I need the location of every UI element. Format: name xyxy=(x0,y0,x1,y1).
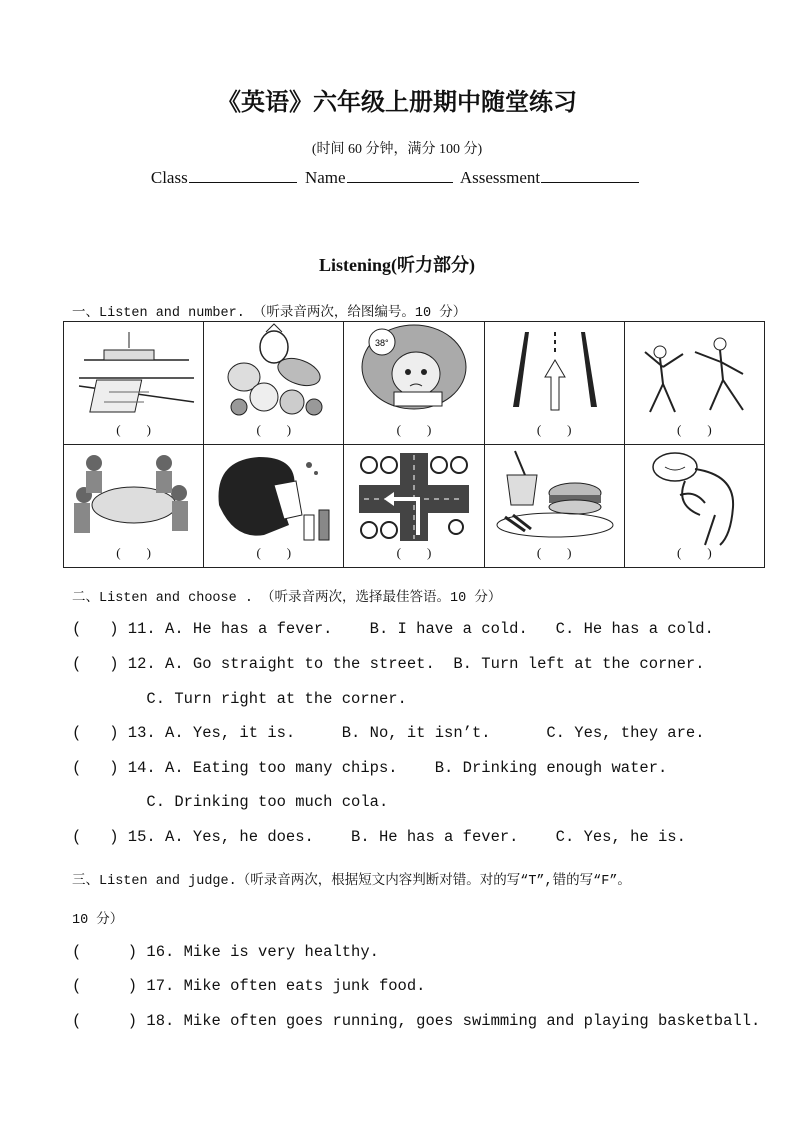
answer-paren-3[interactable]: ( ) xyxy=(396,422,432,437)
section1-heading: 一、Listen and number. （听录音两次，给图编号。10 分） xyxy=(72,306,467,321)
picture-cell-7 xyxy=(204,445,344,568)
assessment-field[interactable] xyxy=(541,166,639,183)
answer-paren-8[interactable]: ( ) xyxy=(396,545,432,560)
question-14: ( ) 14. A. Eating too many chips. B. Drinking enough water. xyxy=(72,759,668,777)
answer-paren-10[interactable]: ( ) xyxy=(677,545,712,560)
class-field[interactable] xyxy=(189,166,297,183)
section3-heading: 三、Listen and judge.（听录音两次，根据短文内容判断对错。对的写“T”,错的写“F”。 xyxy=(72,874,631,889)
question-14-option-c: C. Drinking too much cola. xyxy=(72,793,389,811)
question-15: ( ) 15. A. Yes, he does. B. He has a fever. C. Yes, he is. xyxy=(72,828,686,846)
picture-cell-5 xyxy=(624,322,764,445)
answer-paren-1[interactable]: ( ) xyxy=(116,422,151,437)
picture-cell-1 xyxy=(64,322,204,445)
assessment-label: Assessment xyxy=(459,168,541,187)
class-label: Class xyxy=(150,168,188,187)
picture-cell-4 xyxy=(484,322,624,445)
picture-cell-8 xyxy=(344,445,484,568)
answer-paren-7[interactable]: ( ) xyxy=(256,545,292,560)
answer-paren-2[interactable]: ( ) xyxy=(256,422,292,437)
answer-paren-6[interactable]: ( ) xyxy=(116,545,151,560)
question-17: ( ) 17. Mike often eats junk food. xyxy=(72,977,426,995)
picture-cell-6 xyxy=(64,445,204,568)
question-18: ( ) 18. Mike often goes running, goes swimming and playing basketball. xyxy=(72,1012,761,1030)
answer-paren-9[interactable]: ( ) xyxy=(536,545,572,560)
name-field[interactable] xyxy=(347,166,453,183)
picture-cell-2 xyxy=(204,322,344,445)
answer-paren-5[interactable]: ( ) xyxy=(677,422,712,437)
page-subtitle: (时间 60 分钟，满分 100 分) xyxy=(311,142,483,157)
question-16: ( ) 16. Mike is very healthy. xyxy=(72,943,379,961)
question-12: ( ) 12. A. Go straight to the street. B. Turn left at the corner. xyxy=(72,655,705,673)
student-info-line xyxy=(0,166,794,188)
picture-cell-9 xyxy=(484,445,624,568)
name-label: Name xyxy=(304,168,346,187)
listening-heading: Listening(听力部分) xyxy=(318,255,475,275)
svg-text:38°: 38° xyxy=(375,338,389,348)
question-12-option-c: C. Turn right at the corner. xyxy=(72,690,407,708)
picture-cell-10 xyxy=(624,445,764,568)
section3-heading-cont: 10 分） xyxy=(72,913,124,928)
question-13: ( ) 13. A. Yes, it is. B. No, it isn’t. C. Yes, they are. xyxy=(72,724,705,742)
page-title: 《英语》六年级上册期中随堂练习 xyxy=(217,90,577,116)
section2-heading: 二、Listen and choose . （听录音两次，选择最佳答语。10 分） xyxy=(72,591,502,606)
picture-cell-3 xyxy=(344,322,484,445)
answer-paren-4[interactable]: ( ) xyxy=(536,422,572,437)
question-11: ( ) 11. A. He has a fever. B. I have a cold. C. He has a cold. xyxy=(72,620,714,638)
picture-grid xyxy=(63,321,765,568)
